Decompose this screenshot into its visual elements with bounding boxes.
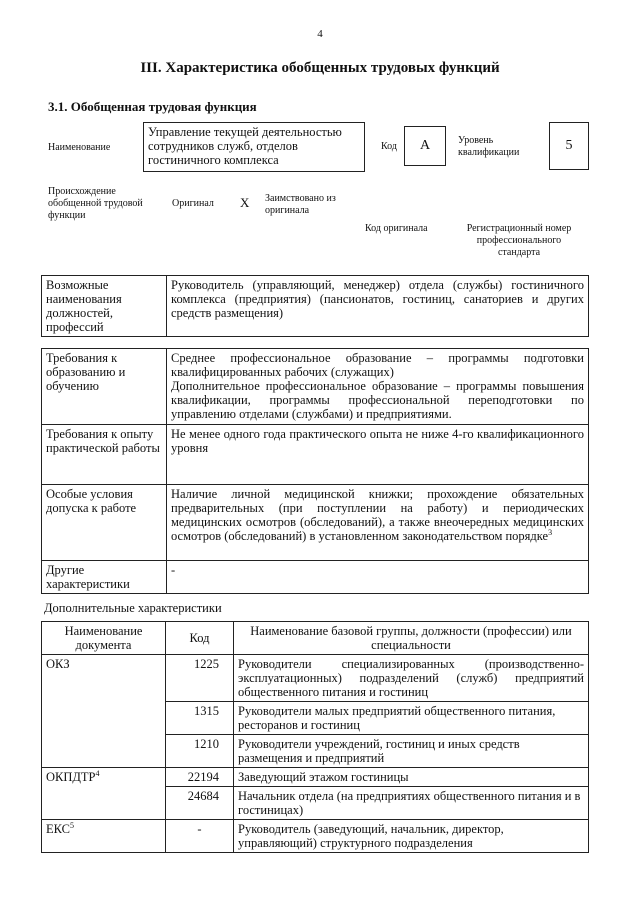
requirement-line: Наличие личной медицинской книжки; прохождение обязательных предварительных (при поступлении на работу) и периодических медицинских осмотров (обследований), а также внеочередных медицинских осмотров (обследований) в установленном законодательством порядке bbox=[171, 487, 584, 543]
table-row bbox=[42, 768, 589, 787]
positions-label: Возможные наименования должностей, профессий bbox=[42, 276, 167, 337]
doc-cell bbox=[42, 768, 166, 820]
table-row bbox=[42, 655, 589, 702]
section-title: III. Характеристика обобщенных трудовых функций bbox=[140, 60, 500, 76]
footnote-ref: 5 bbox=[70, 820, 74, 830]
code-cell: 24684 bbox=[166, 787, 234, 820]
code-cell: 22194 bbox=[166, 768, 234, 787]
footnote-ref: 4 bbox=[95, 768, 100, 778]
doc-cell bbox=[42, 820, 166, 853]
requirement-label: Требования к образованию и обучению bbox=[42, 349, 167, 425]
original-label: Оригинал bbox=[172, 198, 214, 209]
requirement-value: - bbox=[167, 561, 589, 594]
original-code-label: Код оригинала bbox=[365, 223, 428, 234]
level-value-box bbox=[549, 122, 589, 170]
level-label: Уровень квалификации bbox=[458, 135, 520, 158]
name-cell: Заведующий этажом гостиницы bbox=[234, 768, 589, 787]
requirement-label: Особые условия допуска к работе bbox=[42, 485, 167, 561]
doc-name: ЕКС bbox=[46, 822, 70, 836]
code-cell: 1315 bbox=[166, 702, 234, 735]
extra-title: Дополнительные характеристики bbox=[44, 601, 222, 615]
doc-cell bbox=[42, 655, 166, 768]
function-name-value: Управление текущей деятельностью сотрудников служб, отделов гостиничного комплекса bbox=[148, 125, 342, 167]
name-cell: Руководители учреждений, гостиниц и иных средств размещения и предприятий bbox=[234, 735, 589, 768]
page-number: 4 bbox=[317, 28, 323, 40]
origin-label: Происхождение обобщенной трудовой функции bbox=[48, 186, 143, 221]
code-value-box bbox=[404, 126, 446, 166]
col-name-header: Наименование базовой группы, должности (профессии) или специальности bbox=[234, 622, 589, 655]
extra-table bbox=[41, 621, 589, 853]
code-label: Код bbox=[381, 141, 397, 152]
name-label: Наименование bbox=[48, 142, 111, 153]
footnote-ref: 3 bbox=[548, 527, 553, 537]
reg-number-label: Регистрационный номер профессионального стандарта bbox=[466, 223, 572, 258]
code-cell: - bbox=[166, 820, 234, 853]
col-code-header: Код bbox=[166, 622, 234, 655]
requirement-line: Дополнительное профессиональное образование – программы повышения квалификации, программы профессиональной переподготовки по управлению отделами (службами) и предприятиями. bbox=[171, 379, 584, 421]
requirement-value bbox=[167, 349, 589, 425]
requirements-table bbox=[41, 348, 589, 594]
positions-row bbox=[42, 276, 589, 337]
requirement-row bbox=[42, 425, 589, 485]
name-cell: Руководители специализированных (производственно-эксплуатационных) подразделений (служб) предприятий общественного питания и гостиниц bbox=[234, 655, 589, 702]
requirement-label: Другие характеристики bbox=[42, 561, 167, 594]
requirement-row bbox=[42, 485, 589, 561]
requirement-label: Требования к опыту практической работы bbox=[42, 425, 167, 485]
code-value: A bbox=[419, 138, 431, 153]
table-row bbox=[42, 820, 589, 853]
doc-name: ОКПДТР bbox=[46, 770, 96, 784]
extra-header-row bbox=[42, 622, 589, 655]
original-mark: X bbox=[240, 195, 250, 210]
positions-table bbox=[41, 275, 589, 337]
code-cell: 1225 bbox=[166, 655, 234, 702]
name-cell: Руководитель (заведующий, начальник, директор, управляющий) структурного подразделения bbox=[234, 820, 589, 853]
code-cell: 1210 bbox=[166, 735, 234, 768]
requirement-row bbox=[42, 561, 589, 594]
doc-name: ОКЗ bbox=[46, 657, 70, 671]
requirement-value: Не менее одного года практического опыта не ниже 4-го квалификационного уровня bbox=[167, 425, 589, 485]
requirement-line: Среднее профессиональное образование – программы подготовки квалифицированных рабочих (служащих) bbox=[171, 351, 584, 379]
borrowed-label: Заимствовано из оригинала bbox=[265, 193, 336, 216]
col-doc-header: Наименование документа bbox=[42, 622, 166, 655]
level-value: 5 bbox=[565, 138, 573, 153]
requirement-value bbox=[167, 485, 589, 561]
function-name-box bbox=[143, 122, 365, 172]
name-cell: Руководители малых предприятий общественного питания, ресторанов и гостиниц bbox=[234, 702, 589, 735]
positions-value: Руководитель (управляющий, менеджер) отдела (службы) гостиничного комплекса (предприятия) (пансионатов, гостиниц, санаториев и других средств размещения) bbox=[167, 276, 589, 337]
requirement-row bbox=[42, 349, 589, 425]
name-cell: Начальник отдела (на предприятиях общественного питания и в гостиницах) bbox=[234, 787, 589, 820]
subsection-title: 3.1. Обобщенная трудовая функция bbox=[48, 99, 257, 114]
